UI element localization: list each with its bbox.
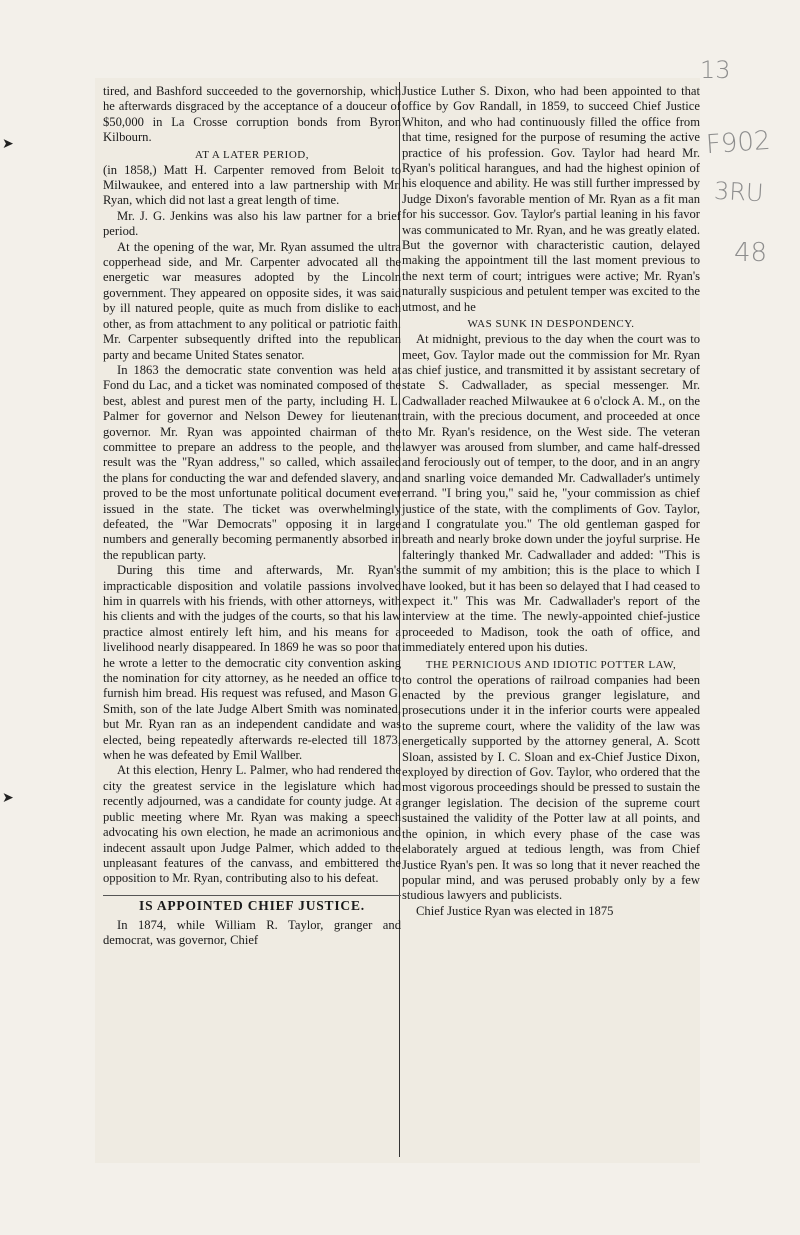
paragraph: At this election, Henry L. Palmer, who had rendered the city the greatest service in the legislature which had recently adjourned, was a candidate for county judge. At a public meeting where Mr. Ryan was making a speech advocating his own election, he made an acrimonious and indecent assault upon Judge Palmer, which added to the unpleasant features of the canvass, and embittered the opposition to Mr. Ryan, contributing also to his defeat. (103, 763, 401, 886)
handwritten-call-number: 3RU (713, 176, 765, 208)
handwritten-call-number: 48 (734, 238, 768, 268)
paragraph: In 1874, while William R. Taylor, granger and democrat, was governor, Chief (103, 917, 401, 948)
left-column (103, 84, 401, 949)
margin-arrow-icon: ➤ (2, 136, 14, 152)
handwritten-call-number: F902 (705, 125, 772, 161)
handwritten-page-number: 13 (700, 56, 731, 84)
right-column (402, 84, 700, 919)
paragraph: In 1863 the democratic state convention was held at Fond du Lac, and a ticket was nominated composed of the best, ablest and purest men of the party, including H. L. Palmer for governor and Nelson Dewey for lieutenant governor. Mr. Ryan was appointed chairman of the committee to prepare an address to the people, and the result was the "Ryan address," so called, which assailed the plans for conducting the war and defended slavery, and proved to be the most unfortunate political document ever issued in the state. The ticket was overwhelmingly defeated, the "War Democrats" opposing it in large numbers and generally becoming permanently absorbed in the republican party. (103, 362, 401, 562)
paragraph: At the opening of the war, Mr. Ryan assumed the ultra copperhead side, and Mr. Carpenter advocated all the energetic war measures adopted by the Lincoln government. They appeared on opposite sides, it was said by ill natured people, quite as much from dislike to each other, as from attachment to any political or patriotic faith. Mr. Carpenter subsequently drifted into the republican party and became United States senator. (103, 239, 401, 362)
paragraph: Chief Justice Ryan was elected in 1875 (416, 903, 614, 918)
subheading: WAS SUNK IN DESPONDENCY. (467, 318, 635, 331)
paragraph: At midnight, previous to the day when the court was to meet, Gov. Taylor made out the commission for Mr. Ryan as chief justice, and transmitted it by assistant secretary of state S. Cadwallader, as special messenger. Mr. Cadwallader reached Milwaukee at 6 o'clock A. M., on the train, with the precious document, and proceeded at once to Mr. Ryan's residence, on the West side. The veteran lawyer was aroused from slumber, and came half-dressed and ferociously out of temper, to the door, and in an angry and snarling voice demanded Mr. Cadwallader's untimely errand. "I bring you," said he, "your commission as chief justice of the state, with the compliments of Gov. Taylor, and I congratulate you." The old gentleman gasped for breath and nearly broke down under the joyful surprise. He falteringly thanked Mr. Cadwallader and added: "This is the summit of my ambition; this is the place to which I have looked, but it has been so delayed that I had ceased to expect it." This was Mr. Cadwallader's report of the interview at the time. The newly-appointed chief-justice proceeded to Madison, took the oath of office, and immediately entered upon his duties. (402, 332, 700, 655)
section-heading: IS APPOINTED CHIEF JUSTICE. (103, 895, 401, 914)
subheading: AT A LATER PERIOD, (195, 148, 309, 161)
paragraph: tired, and Bashford succeeded to the governorship, which he afterwards disgraced by the acceptance of a douceur of $50,000 in La Crosse corruption bonds from Byron Kilbourn. (103, 84, 401, 145)
margin-arrow-icon: ➤ (2, 790, 14, 806)
paragraph: Mr. J. G. Jenkins was also his law partner for a brief period. (103, 208, 401, 239)
paragraph: to control the operations of railroad companies had been enacted by the previous granger legislature, and prosecutions under it in the inferior courts were appealed to the supreme court, where the validity of the law was energetically supported by the attorney general, A. Scott Sloan, assisted by I. C. Sloan and ex-Chief Justice Dixon, exployed by direction of Gov. Taylor, who ordered that the most vigorous proceedings should be pressed to sustain the granger legislation. The decision of the supreme court sustained the validity of the Potter law at all points, and the opinion, in which every phase of the case was elaborately argued at tedious length, was from Chief Justice Ryan's pen. It was so long that it never reached the popular mind, and was perused probably only by a few studious lawyers and publicists. (402, 672, 701, 903)
paragraph: Justice Luther S. Dixon, who had been appointed to that office by Gov Randall, in 1859, to succeed Chief Justice Whiton, and who had continuously filled the office from that time, resigned for the purpose of resuming the active practice of his profession. Gov. Taylor had heard Mr. Ryan's political harangues, and had the highest opinion of his eloquence and ability. He was still further impressed by Judge Dixon's favorable mention of Mr. Ryan as a fit man for his successor. Gov. Taylor's partial leaning in his favor was communicated to Mr. Ryan, and he was greatly elated. But the governor with characteristic caution, delayed making the appointment till the last moment previous to the next term of court; intrigues were active; Mr. Ryan's naturally suspicious and petulent temper was excited to the utmost, and he (402, 84, 700, 314)
paragraph: (in 1858,) Matt H. Carpenter removed from Beloit to Milwaukee, and entered into a law partnership with Mr. Ryan, which did not last a great length of time. (103, 162, 401, 208)
subheading: THE PERNICIOUS AND IDIOTIC POTTER LAW, (425, 658, 677, 671)
paragraph: During this time and afterwards, Mr. Ryan's impracticable disposition and volatile passions involved him in quarrels with his friends, with other attorneys, with his clients and with the judges of the courts, so that his law practice almost entirely left him, and his means for a livelihood nearly disappeared. In 1869 he was so poor that he wrote a letter to the democratic city convention asking the nomination for city attorney, as he needed an office to furnish him bread. His request was refused, and Mason G. Smith, son of the late Judge Albert Smith was nominated, but Mr. Ryan ran as an independent candidate and was elected, being repeatedly afterwards re-elected till 1873, when he was defeated by Emil Wallber. (103, 563, 401, 763)
